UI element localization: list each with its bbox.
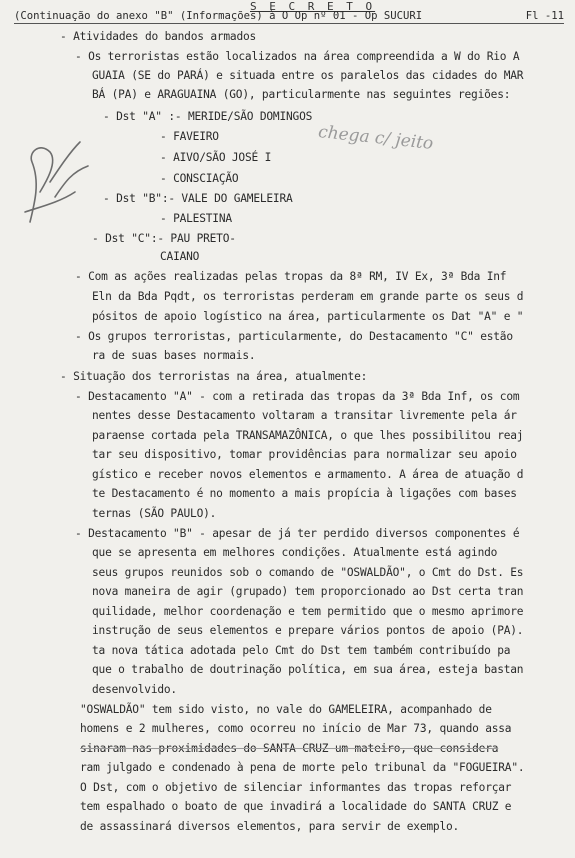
handwritten-signature (10, 122, 100, 232)
body-line: "OSWALDÃO" tem sido visto, no vale do GAMELEIRA, acompanhado de (80, 703, 492, 716)
body-line: homens e 2 mulheres, como ocorreu no início de Mar 73, quando assa (80, 722, 512, 735)
body-line: ra de suas bases normais. (92, 349, 256, 362)
body-line: ta nova tática adotada pelo Cmt do Dst tem também contribuído pa (92, 644, 511, 657)
body-line: GUAIA (SE do PARÁ) e situada entre os paralelos das cidades do MAR (92, 69, 524, 82)
body-line: - AIVO/SÃO JOSÉ I (160, 151, 272, 164)
body-line: - Atividades do bandos armados (60, 30, 257, 43)
body-line: - FAVEIRO (160, 130, 219, 143)
body-line: ram julgado e condenado à pena de morte pelo tribunal da "FOGUEIRA". (80, 761, 525, 774)
body-line: de assassinará diversos elementos, para servir de exemplo. (80, 820, 460, 833)
body-line: BÁ (PA) e ARAGUAINA (GO), particularmente nas seguintes regiões: (92, 88, 511, 101)
body-line: - Situação dos terroristas na área, atualmente: (60, 370, 368, 383)
body-line: - Com as ações realizadas pelas tropas da 8ª RM, IV Ex, 3ª Bda Inf (75, 270, 507, 283)
body-line: - CONSCIAÇÃO (160, 172, 239, 185)
body-line: instrução de seus elementos e prepare vários pontos de apoio (PA). (92, 624, 524, 637)
body-line: que se apresenta em melhores condições. Atualmente está agindo (92, 546, 498, 559)
handwritten-note: chega c/ jeito (317, 122, 435, 154)
body-line: ternas (SÃO PAULO). (92, 507, 217, 520)
body-line: quilidade, melhor coordenação e tem permitido que o mesmo aprimore (92, 605, 524, 618)
body-line: - Dst "B":- VALE DO GAMELEIRA (103, 192, 293, 205)
body-line: O Dst, com o objetivo de silenciar informantes das tropas reforçar (80, 781, 512, 794)
body-line: - PALESTINA (160, 212, 232, 225)
classification-stamp: S E C R E T O (250, 0, 376, 13)
body-line: nova maneira de agir (grupado) tem proporcionado ao Dst certa tran (92, 585, 524, 598)
body-line: paraense cortada pela TRANSAMAZÔNICA, o que lhes possibilitou reaj (92, 429, 524, 442)
body-line: - Os grupos terroristas, particularmente, do Destacamento "C" estão (75, 330, 513, 343)
body-line: gístico e receber novos elementos e armamento. A área de atuação d (92, 468, 524, 481)
body-line: CAIANO (160, 250, 200, 263)
body-line: te Destacamento é no momento a mais propícia à ligações com bases (92, 487, 517, 500)
body-line: sinaram nas proximidades do SANTA CRUZ um mateiro, que considera (80, 742, 499, 755)
body-line: - Destacamento "A" - com a retirada das tropas da 3ª Bda Inf, os com (75, 390, 520, 403)
body-line: Eln da Bda Pqdt, os terroristas perderam em grande parte os seus d (92, 290, 524, 303)
body-line: desenvolvido. (92, 683, 177, 696)
body-line: que o trabalho de doutrinação política, em sua área, esteja bastan (92, 663, 524, 676)
body-line: nentes desse Destacamento voltaram a transitar livremente pela ár (92, 409, 517, 422)
body-line: tem espalhado o boato de que invadirá a localidade do SANTA CRUZ e (80, 800, 512, 813)
body-line: - Destacamento "B" - apesar de já ter perdido diversos componentes é (75, 527, 520, 540)
body-line: - Os terroristas estão localizados na área compreendida a W do Rio A (75, 50, 520, 63)
body-line: - Dst "A" :- MERIDE/SÃO DOMINGOS (103, 110, 313, 123)
continuation-title: (Continuação do anexo "B" (Informações) à O Op nº 01 - Op SUCURI (14, 10, 423, 22)
body-line: tar seu dispositivo, tomar providências para normalizar seu apoio (92, 448, 517, 461)
body-line: - Dst "C":- PAU PRETO- (92, 232, 236, 245)
continuation-header (14, 10, 564, 24)
page-number: Fl -11 (525, 10, 564, 22)
body-line: seus grupos reunidos sob o comando de "OSWALDÃO", o Cmt do Dst. Es (92, 566, 524, 579)
body-line: pósitos de apoio logístico na área, particularmente os Dat "A" e " (92, 310, 524, 323)
